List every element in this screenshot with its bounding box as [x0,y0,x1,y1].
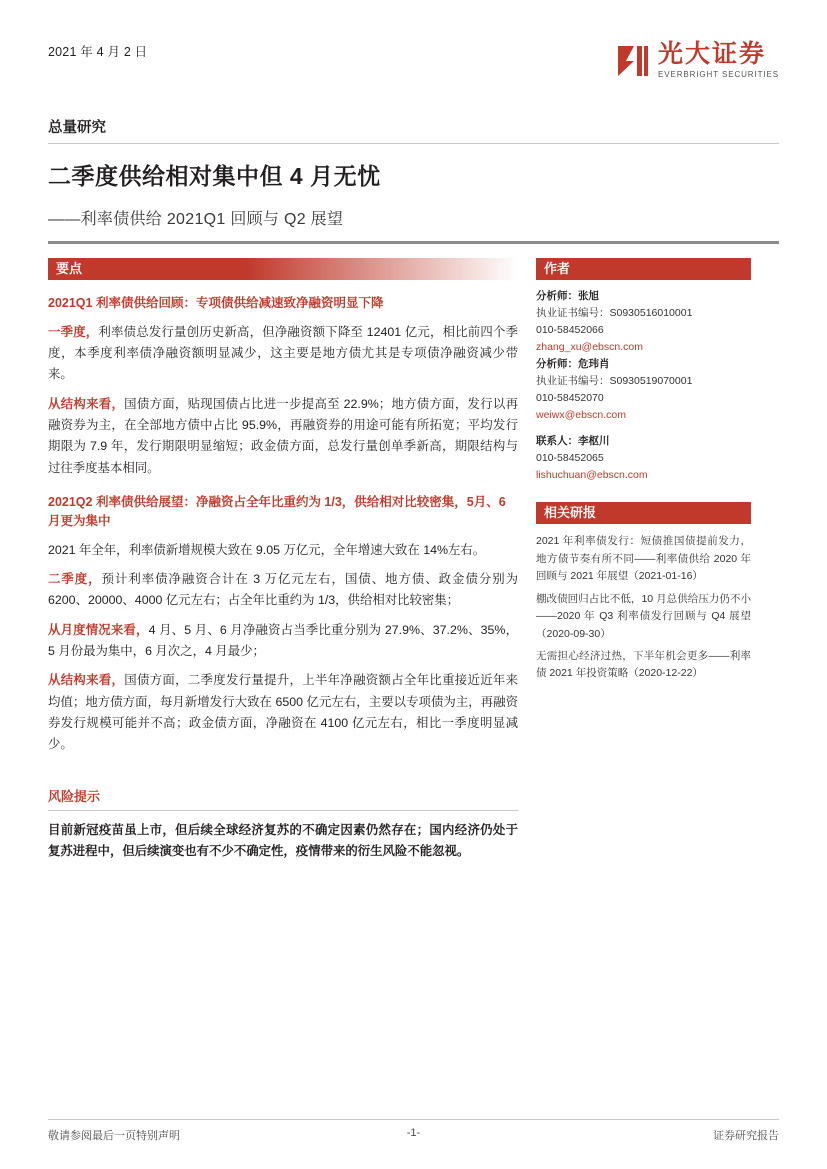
paragraph-2 [48,394,518,479]
paragraph-6 [48,670,518,755]
paragraph-1-lead: 一季度， [48,324,99,339]
author-block [536,288,751,484]
divider-top [48,143,779,144]
divider-thick [48,241,779,244]
list-item[interactable]: 无需担心经济过热，下半年机会更多——利率债 2021 年投资策略（2020-12-22） [536,649,751,680]
sidebar-column [536,258,751,863]
contact-phone: 010-58452065 [536,452,604,465]
page-header [48,0,779,94]
analyst-1-email[interactable]: zhang_xu@ebscn.com [536,341,643,354]
logo-text-en: EVERBRIGHT SECURITIES [658,70,779,79]
page-number: -1- [406,1127,421,1139]
paragraph-4-lead: 二季度， [48,572,102,587]
report-category: 总量研究 [48,120,106,136]
paragraph-3: 2021 年全年，利率债新增规模大致在 9.05 万亿元，全年增速大致在 14%左右。 [48,542,486,557]
key-points-bar: 要点 [48,258,518,280]
author-bar: 作者 [536,258,751,280]
page-footer [48,1119,779,1143]
author-spacer [536,424,751,433]
analyst-2-certificate: 执业证书编号：S0930519070001 [536,375,693,388]
contact-email[interactable]: lishuchuan@ebscn.com [536,469,648,482]
analyst-2-phone: 010-58452070 [536,392,604,405]
body-columns [48,258,779,863]
analyst-2-name: 分析师：危玮肖 [536,358,610,371]
paragraph-5-lead: 从月度情况来看， [48,622,149,637]
related-research-list [536,533,751,682]
paragraph-4-text: 预计利率债净融资合计在 3 万亿元左右，国债、地方债、政金债分别为 6200、20000、4000 亿元左右；占全年比重约为 1/3，供给相对比较密集； [48,572,519,608]
analyst-1-phone: 010-58452066 [536,324,604,337]
footer-row [48,1127,779,1143]
page-title: 二季度供给相对集中但 4 月无忧 [48,163,381,189]
paragraph-1 [48,322,518,386]
main-content-column [48,258,518,863]
everbright-logo-icon [616,44,650,78]
page-subtitle: ——利率债供给 2021Q1 回顾与 Q2 展望 [48,211,344,229]
document-date: 2021 年 4 月 2 日 [48,45,148,59]
paragraph-5-text: 4 月、5 月、6 月净融资占当季比重分别为 27.9%、37.2%、35%，5 月份最为集中，6 月次之，4 月最少； [48,622,519,659]
footer-disclaimer: 敬请参阅最后一页特别声明 [48,1130,180,1142]
analyst-1-certificate: 执业证书编号：S0930516010001 [536,307,693,320]
company-logo [616,42,779,79]
list-item[interactable]: 棚改债回归占比不低，10 月总供给压力仍不小——2020 年 Q3 利率债发行回顾与 Q4 展望（2020-09-30） [536,592,751,640]
list-item[interactable]: 2021 年利率债发行：短债推国债提前发力，地方债节奏有所不同——利率债供给 2020 年回顾与 2021 年展望（2021-01-16） [536,535,751,583]
paragraph-4 [48,569,518,612]
risk-section-title: 风险提示 [48,788,101,804]
analyst-2-email[interactable]: weiwx@ebscn.com [536,409,627,422]
key-point-heading-1: 2021Q1 利率债供给回顾：专项债供给减速致净融资明显下降 [48,296,384,311]
footer-report-label: 证券研究报告 [713,1130,779,1142]
paragraph-1-text: 利率债总发行量创历史新高，但净融资额下降至 12401 亿元，相比前四个季度，本季度利率债净融资额明显减少，这主要是地方债尤其是专项债净融资减少带来。 [48,324,518,382]
footer-divider [48,1119,779,1120]
paragraph-2-lead: 从结构来看， [48,396,125,411]
key-point-heading-2: 2021Q2 利率债供给展望：净融资占全年比重约为 1/3，供给相对比较密集，5月、6 月更为集中 [48,495,506,529]
contact-name: 联系人：李枢川 [536,435,610,448]
paragraph-6-text: 国债方面，二季度发行量提升，上半年净融资额占全年比重接近近年来均值；地方债方面，每月新增发行大致在 6500 亿元左右，主要以专项债为主，再融资券发行规模可能并不高；政金债方面，净融资在 4100 亿元左右，相比一季度明显减少。 [48,673,519,752]
paragraph-6-lead: 从结构来看， [48,673,125,688]
risk-section-text: 目前新冠疫苗虽上市，但后续全球经济复苏的不确定因素仍然存在；国内经济仍处于复苏进程中，但后续演变也有不少不确定性，疫情带来的衍生风险不能忽视。 [48,822,518,859]
paragraph-2-text: 国债方面，贴现国债占比进一步提高至 22.9%；地方债方面，发行以再融资券为主，在全部地方债中占比 95.9%，再融资券的用途可能有所拓宽；平均发行期限为 7.9 年，发行期限明显缩短；政金债方面，总发行量创单季新高，期限结构与过往季度基本相同。 [48,396,519,475]
paragraph-5 [48,620,518,663]
risk-divider [48,810,518,811]
logo-text-cn: 光大证券 [658,41,767,68]
analyst-1-name: 分析师：张旭 [536,290,599,303]
related-research-bar: 相关研报 [536,502,751,524]
